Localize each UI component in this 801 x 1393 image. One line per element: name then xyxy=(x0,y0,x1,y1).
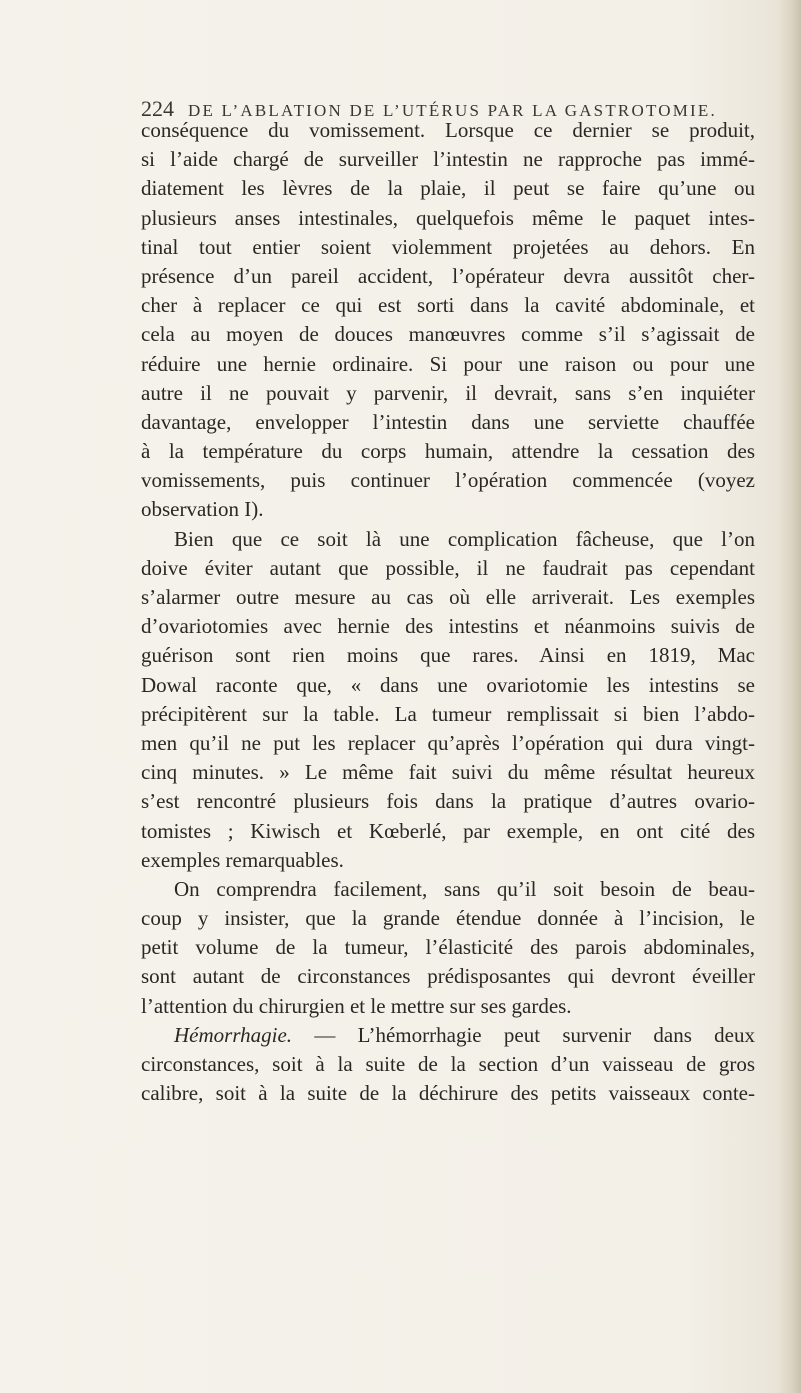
text-line: cinq minutes. » Le même fait suivi du même résultat heureux xyxy=(141,760,755,785)
text-line: davantage, envelopper l’intestin dans une serviette chauffée xyxy=(141,409,755,434)
text-line: s’est rencontré plusieurs fois dans la pratique d’autres ovario- xyxy=(141,789,755,814)
text-line: diatement les lèvres de la plaie, il peut se faire qu’une ou xyxy=(141,176,755,201)
text-line: On comprendra facilement, sans qu’il soit besoin de beau- xyxy=(174,876,755,901)
text-line: s’alarmer outre mesure au cas où elle arriverait. Les exemples xyxy=(141,585,755,609)
text-line: petit volume de la tumeur, l’élasticité des parois abdominales, xyxy=(141,935,755,960)
text-line: plusieurs anses intestinales, quelquefois même le paquet intes- xyxy=(141,205,755,230)
body-text xyxy=(141,116,755,1108)
text-line: cela au moyen de douces manœuvres comme s’il s’agissait de xyxy=(141,322,755,347)
text-line: exemples remarquables. xyxy=(141,847,344,872)
text-line: tomistes ; Kiwisch et Kœberlé, par exemple, en ont cité des xyxy=(141,818,755,843)
page-edge-shadow xyxy=(779,0,801,1393)
page-number: 224 xyxy=(141,96,174,121)
text-line-with-heading xyxy=(141,1021,755,1050)
text-line: réduire une hernie ordinaire. Si pour une raison ou pour une xyxy=(141,351,755,376)
running-title: DE L’ABLATION DE L’UTÉRUS PAR LA GASTROTOMIE. xyxy=(188,101,717,120)
text-line: présence d’un pareil accident, l’opérateur devra aussitôt cher- xyxy=(141,263,755,288)
text-line: Dowal raconte que, « dans une ovariotomie les intestins se xyxy=(141,672,755,697)
text-line: vomissements, puis continuer l’opération commencée (voyez xyxy=(141,468,755,493)
text-line: circonstances, soit à la suite de la section d’un vaisseau de gros xyxy=(141,1052,755,1076)
text-line: à la température du corps humain, attendre la cessation des xyxy=(141,439,755,464)
text-line: sont autant de circonstances prédisposantes qui devront éveiller xyxy=(141,964,755,989)
text-line: calibre, soit à la suite de la déchirure des petits vaisseaux conte- xyxy=(141,1081,755,1106)
text-line: observation I). xyxy=(141,497,264,522)
text-line: doive éviter autant que possible, il ne faudrait pas cependant xyxy=(141,555,755,580)
text-line: conséquence du vomissement. Lorsque ce dernier se produit, xyxy=(141,118,755,142)
section-heading: Hémorrhagie. xyxy=(174,1022,293,1047)
text-line: men qu’il ne put les replacer qu’après l’opération qui dura vingt- xyxy=(141,730,755,755)
text-line: guérison sont rien moins que rares. Ainsi en 1819, Mac xyxy=(141,643,755,668)
text-line: si l’aide chargé de surveiller l’intestin ne rapproche pas immé- xyxy=(141,147,755,172)
text-line: coup y insister, que la grande étendue donnée à l’incision, le xyxy=(141,906,755,931)
text-line: d’ovariotomies avec hernie des intestins et néanmoins suivis de xyxy=(141,614,755,639)
text-line: Bien que ce soit là une complication fâcheuse, que l’on xyxy=(174,526,755,551)
text-line: autre il ne pouvait y parvenir, il devrait, sans s’en inquiéter xyxy=(141,380,755,405)
text-line: — L’hémorrhagie peut survenir dans deux xyxy=(314,1022,755,1047)
text-line: cher à replacer ce qui est sorti dans la cavité abdominale, et xyxy=(141,293,755,318)
text-line: précipitèrent sur la table. La tumeur remplissait si bien l’abdo- xyxy=(141,701,755,726)
text-line: tinal tout entier soient violemment projetées au dehors. En xyxy=(141,234,755,259)
text-line: l’attention du chirurgien et le mettre sur ses gardes. xyxy=(141,993,572,1018)
